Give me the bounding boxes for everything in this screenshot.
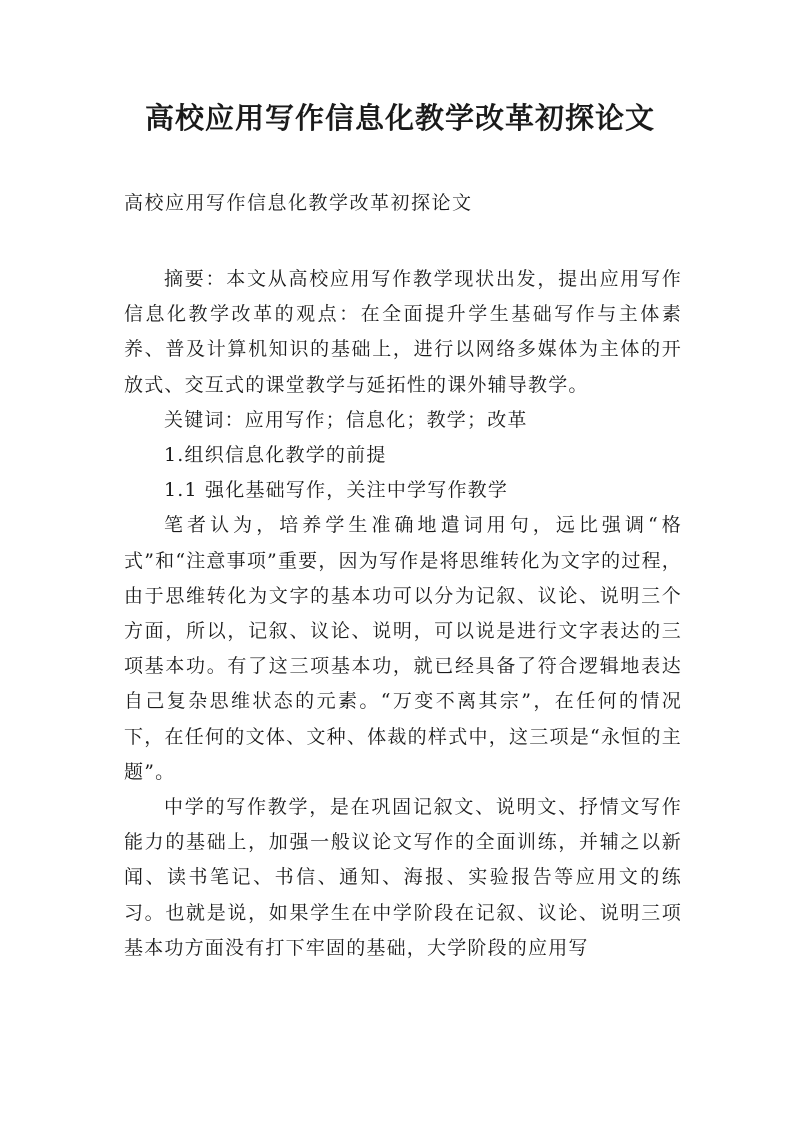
page-title: 高校应用写作信息化教学改革初探论文	[144, 101, 655, 135]
document-body	[124, 262, 682, 966]
subsection-heading: 1.1 强化基础写作，关注中学写作教学	[164, 479, 509, 502]
keywords-paragraph: 关键词：应用写作；信息化；教学；改革	[164, 408, 528, 431]
document-subtitle: 高校应用写作信息化教学改革初探论文	[124, 192, 473, 214]
body-paragraph: 笔者认为，培养学生准确地遣词用句，远比强调“格式”和“注意事项”重要，因为写作是将思维转化为文字的过程，由于思维转化为文字的基本功可以分为记叙、议论、说明三个方面，所以，记叙、议论、说明，可以说是进行文字表达的三项基本功。有了这三项基本功，就已经具备了符合逻辑地表达自己复杂思维状态的元素。“万变不离其宗”，在任何的情况下，在任何的文体、文种、体裁的样式中，这三项是“永恒的主题”。	[124, 514, 682, 783]
section-heading: 1.组织信息化教学的前提	[164, 444, 387, 467]
body-paragraph: 中学的写作教学，是在巩固记叙文、说明文、抒情文写作能力的基础上，加强一般议论文写作的全面训练，并辅之以新闻、读书笔记、书信、通知、海报、实验报告等应用文的练习。也就是说，如果学生在中学阶段在记叙、议论、说明三项基本功方面没有打下牢固的基础，大学阶段的应用写	[124, 796, 682, 959]
abstract-paragraph: 摘要：本文从高校应用写作教学现状出发，提出应用写作信息化教学改革的观点：在全面提升学生基础写作与主体素养、普及计算机知识的基础上，进行以网络多媒体为主体的开放式、交互式的课堂教学与延拓性的课外辅导教学。	[124, 268, 682, 396]
